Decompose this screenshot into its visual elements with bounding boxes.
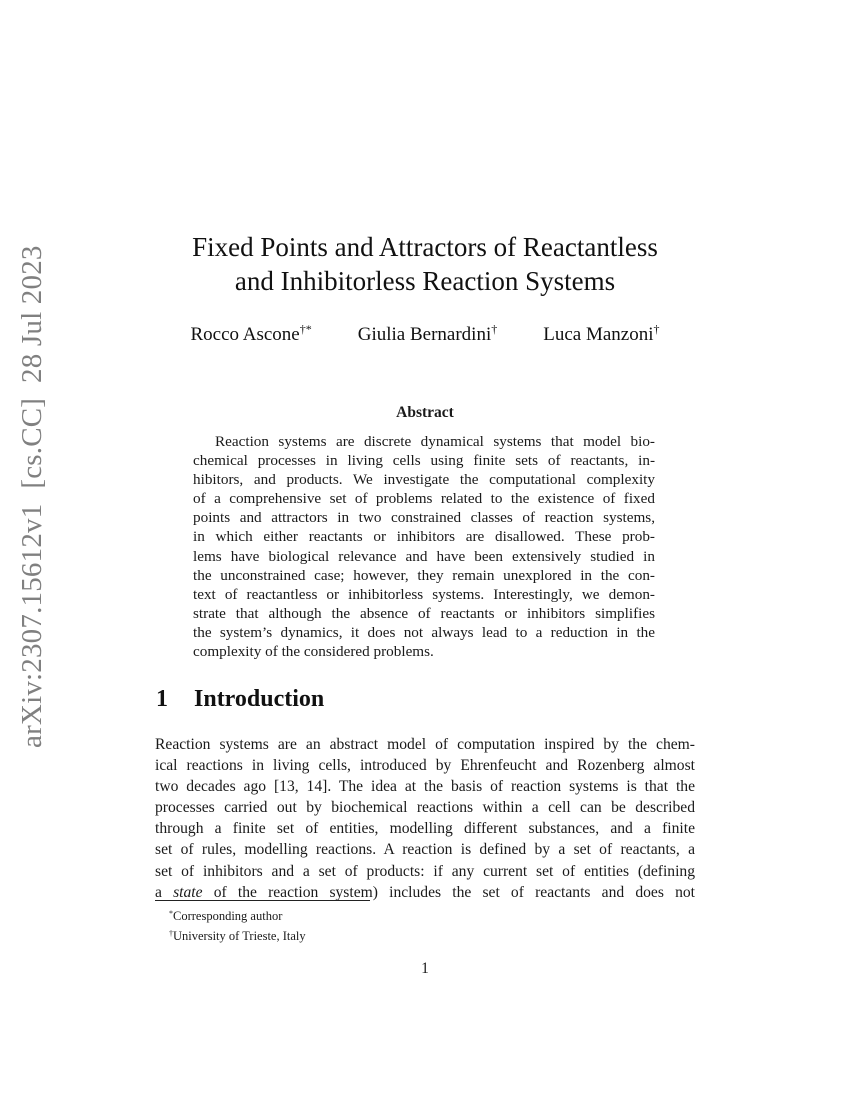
abstract-heading: Abstract bbox=[396, 404, 454, 421]
footnotes bbox=[169, 905, 306, 945]
arxiv-stamp bbox=[18, 245, 47, 748]
abstract-line: of a comprehensive set of problems related to the existence of fixed bbox=[193, 490, 655, 508]
author-list bbox=[150, 322, 700, 346]
title-line-1: Fixed Points and Attractors of Reactantless bbox=[192, 232, 658, 262]
arxiv-date: 28 Jul 2023 bbox=[16, 245, 48, 383]
footnote-mark: * bbox=[169, 909, 173, 918]
body-line: through a finite set of entities, modelling different substances, and a finite bbox=[155, 820, 695, 838]
abstract-line: chemical processes in living cells using finite sets of reactants, in- bbox=[193, 452, 655, 470]
author: Luca Manzoni† bbox=[543, 322, 660, 345]
affiliation-mark: † bbox=[653, 322, 660, 336]
introduction-text bbox=[155, 734, 695, 903]
title-line-2: and Inhibitorless Reaction Systems bbox=[234, 266, 616, 296]
body-line: set of rules, modelling reactions. A reaction is defined by a set of reactants, a bbox=[155, 841, 695, 859]
footnote: *Corresponding author bbox=[169, 909, 283, 923]
body-line: two decades ago [13, 14]. The idea at the basis of reaction systems is that the bbox=[155, 778, 695, 796]
abstract-line: lems have biological relevance and have been extensively studied in bbox=[193, 547, 655, 565]
abstract-line: the system’s dynamics, it does not always lead to a reduction in the bbox=[193, 623, 655, 641]
abstract-line: text of reactantless or inhibitorless systems. Interestingly, we demon- bbox=[193, 585, 655, 603]
abstract-line: in which either reactants or inhibitors are disallowed. These prob- bbox=[193, 528, 655, 546]
abstract-line: strate that although the absence of reactants or inhibitors simplifies bbox=[193, 604, 655, 622]
abstract-line: points and attractors in two constrained classes of reaction systems, bbox=[193, 509, 655, 527]
emphasized-term: state bbox=[173, 883, 203, 901]
body-line: set of inhibitors and a set of products: if any current set of entities (defining bbox=[155, 862, 695, 880]
paper-title bbox=[150, 230, 700, 298]
abstract-line: the unconstrained case; however, they remain unexplored in the con- bbox=[193, 566, 655, 584]
body-line: Reaction systems are an abstract model of computation inspired by the chem- bbox=[155, 736, 695, 753]
arxiv-id: arXiv:2307.15612v1 bbox=[16, 503, 48, 748]
abstract-line: Reaction systems are discrete dynamical systems that model bio- bbox=[215, 433, 655, 450]
arxiv-category: [cs.CC] bbox=[16, 397, 48, 489]
section-number: 1 bbox=[156, 686, 168, 712]
body-line: a state of the reaction system) includes the set of reactants and does not bbox=[155, 883, 695, 901]
author: Rocco Ascone†* bbox=[190, 322, 312, 345]
affiliation-mark: † bbox=[491, 322, 498, 336]
footnote-divider bbox=[155, 900, 370, 901]
body-line: ical reactions in living cells, introduced by Ehrenfeucht and Rozenberg almost bbox=[155, 757, 695, 775]
abstract-line: hibitors, and products. We investigate the computational complexity bbox=[193, 471, 655, 489]
footnote-mark: † bbox=[169, 929, 173, 938]
page-number: 1 bbox=[421, 960, 429, 977]
section-heading bbox=[156, 686, 324, 713]
footnote: †University of Trieste, Italy bbox=[169, 929, 306, 943]
body-line: processes carried out by biochemical reactions within a cell can be described bbox=[155, 799, 695, 817]
affiliation-mark: †* bbox=[299, 322, 312, 336]
abstract-line: complexity of the considered problems. bbox=[193, 643, 434, 661]
section-title: Introduction bbox=[194, 686, 325, 712]
abstract-text bbox=[193, 432, 655, 661]
author: Giulia Bernardini† bbox=[357, 322, 498, 345]
